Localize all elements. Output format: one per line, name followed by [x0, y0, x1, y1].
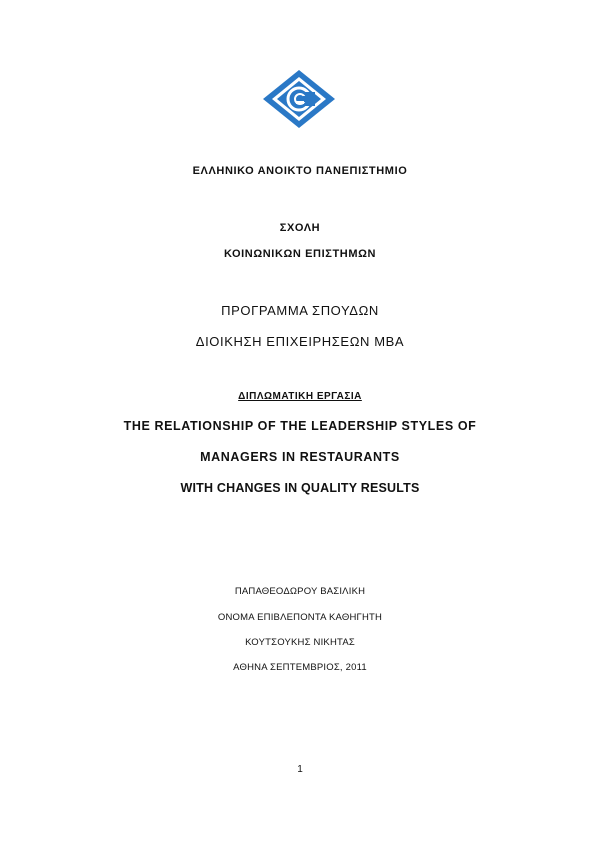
program-label: ΠΡΟΓΡΑΜΜΑ ΣΠΟΥΔΩΝ: [221, 303, 379, 318]
supervisor-label: ΟΝΟΜΑ ΕΠΙΒΛΕΠΟΝΤΑ ΚΑΘΗΓΗΤΗ: [217, 612, 383, 623]
program-name: ΔΙΟΙΚΗΣΗ ΕΠΙΧΕΙΡΗΣΕΩΝ MBA: [195, 334, 405, 349]
supervisor-name: ΚΟΥΤΣΟΥΚΗΣ ΝΙΚΗΤΑΣ: [245, 637, 355, 648]
school-name: ΚΟΙΝΩΝΙΚΩΝ ΕΠΙΣΤΗΜΩΝ: [223, 248, 377, 260]
author-name: ΠΑΠΑΘΕΟΔΩΡΟΥ ΒΑΣΙΛΙΚΗ: [234, 586, 366, 597]
thesis-label: ΔΙΠΛΩΜΑΤΙΚΗ ΕΡΓΑΣΙΑ: [238, 391, 362, 402]
place-date: ΑΘΗΝΑ ΣΕΠΤΕΜΒΡΙΟΣ, 2011: [233, 662, 367, 673]
thesis-title-line-3: WITH CHANGES IN QUALITY RESULTS: [180, 481, 420, 495]
university-name: ΕΛΛΗΝΙΚΟ ΑΝΟΙΚΤΟ ΠΑΝΕΠΙΣΤΗΜΙΟ: [192, 165, 408, 177]
thesis-title-line-2: MANAGERS IN RESTAURANTS: [200, 450, 400, 464]
thesis-title-line-1: THE RELATIONSHIP OF THE LEADERSHIP STYLES OF: [123, 419, 477, 433]
school-label: ΣΧΟΛΗ: [279, 222, 321, 234]
page-number: 1: [297, 764, 303, 775]
university-diamond-logo-icon: [263, 70, 335, 128]
